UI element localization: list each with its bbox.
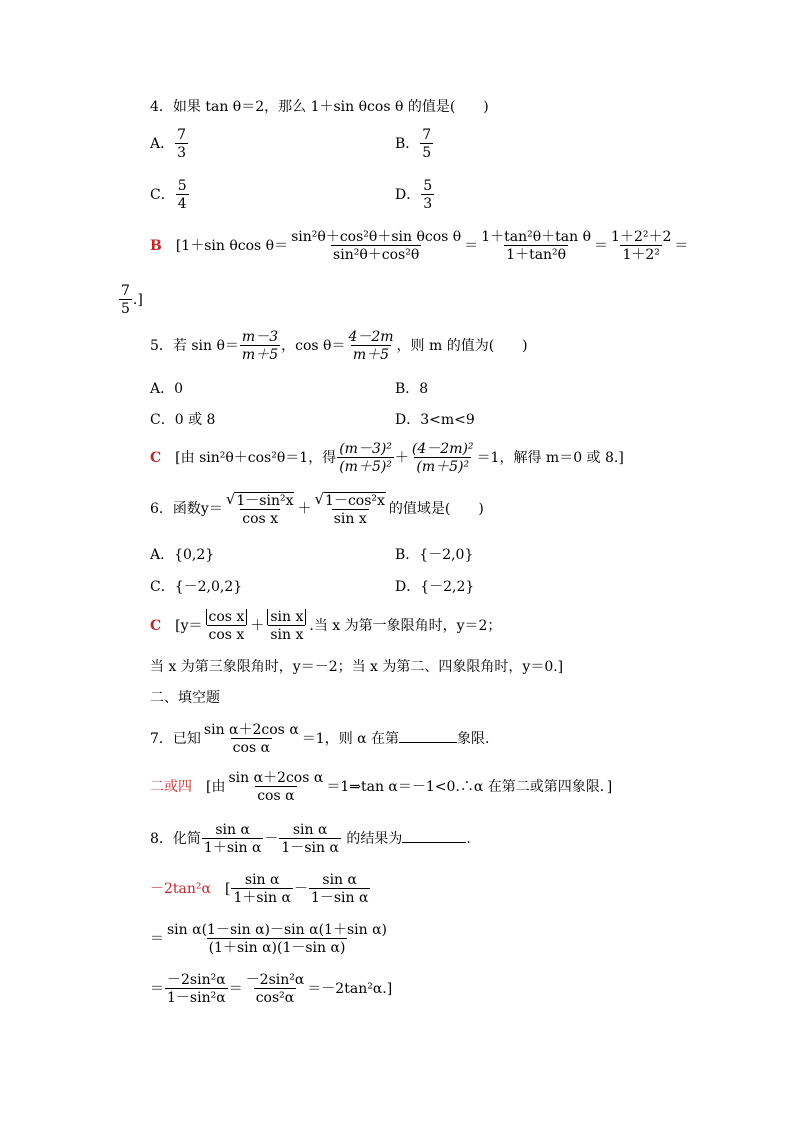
option-label: A． xyxy=(150,136,175,152)
bracket: [ xyxy=(224,881,231,897)
fraction xyxy=(265,610,308,642)
q5-option-a[interactable]: A．0 xyxy=(150,381,184,397)
option-label: B． xyxy=(395,136,420,152)
stem-text: 5．若 sin θ＝ xyxy=(150,338,239,354)
denominator: (m＋5)² xyxy=(416,459,470,475)
fraction xyxy=(420,128,433,160)
answer-blank[interactable] xyxy=(399,742,457,743)
denominator: 4 xyxy=(177,196,187,212)
denominator: sin x xyxy=(270,627,304,643)
denominator: cos α xyxy=(257,788,295,804)
answer-text: 二或四 xyxy=(150,779,192,795)
fraction xyxy=(289,230,463,262)
section-heading: 二、填空题 xyxy=(150,690,220,706)
equals: ＝ xyxy=(150,931,164,947)
q5-option-b[interactable]: B．8 xyxy=(395,381,429,397)
stem-text: 7．已知 xyxy=(150,731,201,747)
denominator: sin²θ＋cos²θ xyxy=(333,247,420,263)
solution-text: .当 x 为第一象限角时，y＝2； xyxy=(309,618,502,634)
solution-text: ＝1，解得 m＝0 或 8.] xyxy=(476,450,624,466)
numerator: －2sin²α xyxy=(167,972,226,988)
radical-sign: √ xyxy=(314,490,325,508)
numerator xyxy=(312,492,387,509)
numerator: sin α＋2cos α xyxy=(203,722,299,738)
stem-text: ，则 m 的值为( ) xyxy=(396,338,528,354)
numerator xyxy=(265,610,308,625)
q6-solution-line2: 当 x 为第三象限角时，y＝－2；当 x 为第二、四象限角时，y＝0.] xyxy=(150,659,564,675)
numerator: sin α xyxy=(215,822,250,838)
answer-letter: B xyxy=(150,238,162,254)
numerator: 1＋2²＋2 xyxy=(611,229,672,245)
fraction xyxy=(421,179,434,211)
numerator: 5 xyxy=(423,178,433,194)
q6-stem xyxy=(150,492,484,526)
denominator: (1＋sin α)(1－sin α) xyxy=(208,940,346,956)
numerator: 1＋tan²θ＋tan θ xyxy=(481,229,592,245)
radicand: 1－sin²x xyxy=(236,493,294,509)
stem-text: 的值域是( ) xyxy=(388,501,484,517)
stem-text: ＝1，则 α 在第 xyxy=(301,731,400,747)
q4-option-d[interactable] xyxy=(395,179,435,211)
fraction xyxy=(312,492,387,526)
denominator: (m＋5)² xyxy=(339,459,392,475)
fraction xyxy=(309,873,371,905)
q4-solution xyxy=(150,230,688,262)
numerator xyxy=(204,610,250,625)
fraction xyxy=(176,179,189,211)
option-label: D． xyxy=(395,187,421,203)
minus: － xyxy=(293,881,308,897)
fraction xyxy=(175,128,188,160)
q5-stem xyxy=(150,330,528,362)
q6-option-c[interactable]: C．{－2,0,2} xyxy=(150,579,243,595)
q5-option-d[interactable]: D．3<m<9 xyxy=(395,412,475,428)
denominator: 1＋sin α xyxy=(203,840,262,856)
q8-solution-line2 xyxy=(150,923,390,955)
q6-option-d[interactable]: D．{－2,2} xyxy=(395,579,475,595)
q7-solution xyxy=(150,771,612,803)
equals: ＝ xyxy=(150,981,164,997)
q4-option-b[interactable] xyxy=(395,128,434,160)
fraction xyxy=(337,442,394,474)
numerator: 4－2m xyxy=(348,329,394,345)
denominator: cos x xyxy=(242,511,279,527)
fraction xyxy=(226,771,325,803)
numerator xyxy=(224,492,297,509)
stem-text: . xyxy=(466,831,471,847)
stem-text: 6．函数y＝ xyxy=(150,501,223,517)
equals: ＝ xyxy=(464,238,479,254)
q6-option-a[interactable]: A．{0,2} xyxy=(150,547,215,563)
denominator: cos α xyxy=(232,740,271,756)
denominator: 1－sin²α xyxy=(167,990,226,1006)
fraction xyxy=(609,230,673,262)
q8-solution-line1 xyxy=(150,873,371,905)
fraction xyxy=(224,492,297,526)
q4-option-c[interactable] xyxy=(150,179,190,211)
minus: － xyxy=(264,831,279,847)
option-label: C． xyxy=(150,187,175,203)
stem-text: ，cos θ＝ xyxy=(281,338,346,354)
solution-text: [y＝ xyxy=(175,618,203,634)
stem-text: 的结果为 xyxy=(341,831,403,847)
solution-text: [由 xyxy=(206,779,226,795)
plus: ＋ xyxy=(297,501,312,517)
q6-option-b[interactable]: B．{－2,0} xyxy=(395,547,474,563)
solution-end: .] xyxy=(132,292,143,308)
denominator: cos²α xyxy=(255,990,295,1006)
numerator: sin α＋2cos α xyxy=(228,770,324,786)
solution-end: ＝－2tan²α.] xyxy=(307,981,393,997)
fraction xyxy=(202,823,264,855)
numerator: 7 xyxy=(177,127,187,143)
q4-option-a[interactable] xyxy=(150,128,189,160)
denominator: 1－sin α xyxy=(281,840,339,856)
fraction xyxy=(204,610,250,642)
numerator: 5 xyxy=(177,178,187,194)
stem-text: 象限. xyxy=(457,731,490,747)
denominator: 5 xyxy=(422,145,432,161)
radicand: 1－cos²x xyxy=(325,493,385,509)
sqrt xyxy=(314,492,385,508)
q5-solution xyxy=(150,442,624,474)
q4-stem: 4．如果 tan θ＝2，那么 1＋sin θcos θ 的值是( ) xyxy=(150,99,489,115)
absolute-value: sin x xyxy=(267,609,306,625)
denominator: m＋5 xyxy=(352,347,390,363)
radical-sign: √ xyxy=(225,490,236,508)
fraction xyxy=(240,330,280,362)
numerator: 7 xyxy=(121,283,130,299)
fraction xyxy=(202,723,301,755)
fraction xyxy=(244,973,307,1005)
numerator: sin α(1－sin α)－sin α(1＋sin α) xyxy=(167,922,387,938)
numerator: (m－3)² xyxy=(339,441,392,457)
fraction xyxy=(231,873,293,905)
denominator: 1＋sin α xyxy=(233,890,291,906)
numerator: sin α xyxy=(244,872,280,888)
equals: ＝ xyxy=(228,981,243,997)
sqrt xyxy=(226,492,295,508)
equals: ＝ xyxy=(674,238,689,254)
q6-solution xyxy=(150,610,501,642)
q8-stem xyxy=(150,823,471,855)
stem-text: 8．化简 xyxy=(150,831,201,847)
fraction xyxy=(165,973,228,1005)
plus: ＋ xyxy=(250,618,265,634)
solution-text: [1＋sin θcos θ＝ xyxy=(175,238,289,254)
fraction xyxy=(346,330,395,362)
q4-solution-tail xyxy=(118,284,143,316)
answer-blank[interactable] xyxy=(402,842,466,843)
denominator: 1＋tan²θ xyxy=(506,247,567,263)
denominator: m＋5 xyxy=(241,347,279,363)
numerator: －2sin²α xyxy=(245,972,305,988)
q8-solution-line3 xyxy=(150,973,392,1005)
equals: ＝ xyxy=(594,238,609,254)
numerator: sin²θ＋cos²θ＋sin θcos θ xyxy=(291,229,462,245)
numerator: m－3 xyxy=(241,329,279,345)
fraction xyxy=(410,442,476,474)
fraction xyxy=(165,923,389,955)
denominator: 5 xyxy=(121,301,130,317)
numerator: sin α xyxy=(322,872,357,888)
fraction xyxy=(119,284,132,316)
denominator: 3 xyxy=(177,145,187,161)
fraction xyxy=(479,230,593,262)
numerator: 7 xyxy=(422,127,432,143)
answer-letter: C xyxy=(150,450,162,466)
denominator: 3 xyxy=(423,196,433,212)
fraction xyxy=(279,823,341,855)
numerator: (4－2m)² xyxy=(411,441,474,457)
solution-text: [由 sin²θ＋cos²θ＝1，得 xyxy=(175,450,337,466)
q5-option-c[interactable]: C．0 或 8 xyxy=(150,412,216,428)
numerator: sin α xyxy=(292,822,328,838)
plus: ＋ xyxy=(394,450,409,466)
denominator: sin x xyxy=(333,511,367,527)
absolute-value: cos x xyxy=(206,609,248,625)
denominator: 1－sin α xyxy=(310,890,369,906)
denominator: cos x xyxy=(208,627,245,643)
denominator: 1＋2² xyxy=(622,247,660,263)
answer-text: －2tan²α xyxy=(150,881,211,897)
solution-text: ＝1⇒tan α＝－1<0.∴α 在第二或第四象限．] xyxy=(326,779,613,795)
answer-letter: C xyxy=(150,618,162,634)
q7-stem xyxy=(150,723,490,755)
